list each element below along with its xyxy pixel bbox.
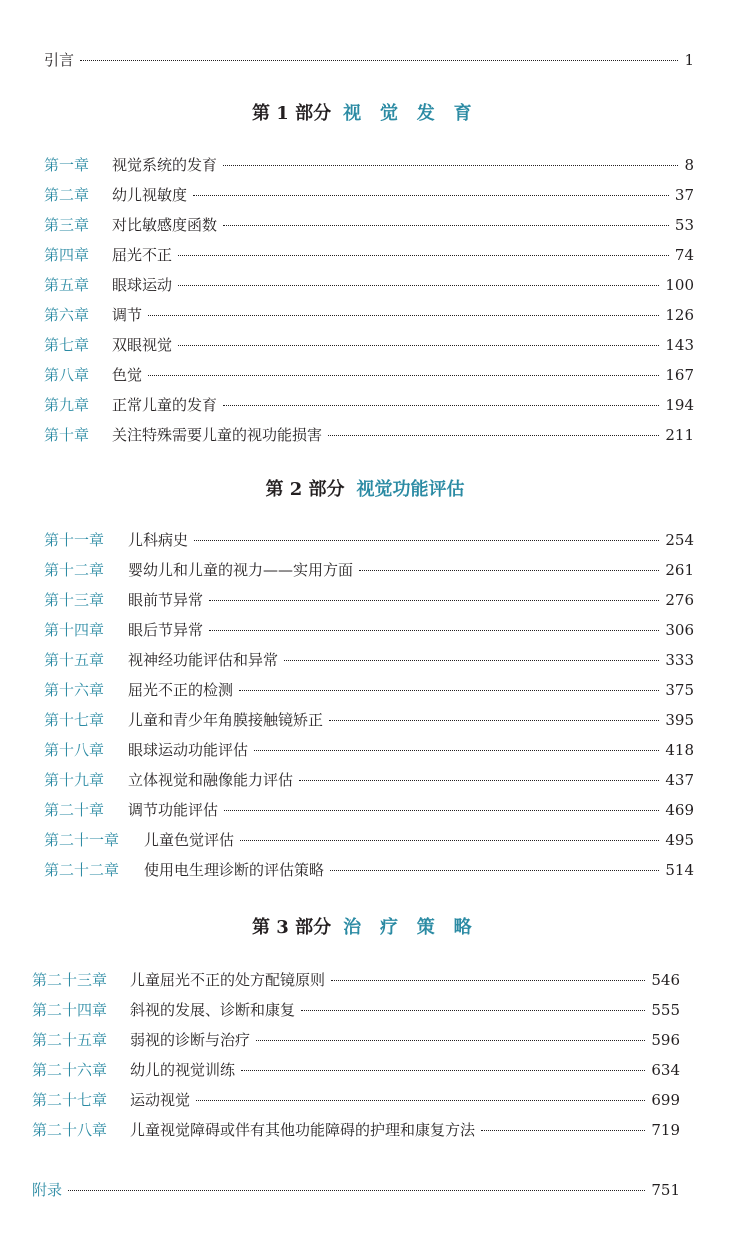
page-number: 375 <box>665 681 694 699</box>
part-number: 第 1 部分 <box>252 103 332 124</box>
leader-dots <box>256 1040 645 1041</box>
part-name: 视 觉 发 育 <box>343 103 478 124</box>
page-number: 514 <box>665 861 694 879</box>
toc-entry-intro[interactable] <box>44 50 694 70</box>
toc-entry[interactable] <box>44 710 694 730</box>
chapter-number: 第八章 <box>44 366 90 384</box>
leader-dots <box>148 375 659 376</box>
chapter-title: 屈光不正 <box>112 246 173 264</box>
leader-dots <box>254 750 659 751</box>
chapter-number: 第二章 <box>44 186 90 204</box>
part-heading-3 <box>0 916 730 940</box>
toc-entry[interactable] <box>44 275 694 295</box>
page-number: 719 <box>651 1121 680 1139</box>
toc-entry[interactable] <box>44 530 694 550</box>
toc-entry[interactable] <box>44 860 694 880</box>
leader-dots <box>481 1130 645 1131</box>
chapter-number: 第二十七章 <box>32 1091 108 1109</box>
leader-dots <box>329 720 659 721</box>
chapter-title: 儿童屈光不正的处方配镜原则 <box>130 971 326 989</box>
leader-dots <box>328 435 659 436</box>
toc-entry[interactable] <box>44 215 694 235</box>
leader-dots <box>331 980 645 981</box>
chapter-title: 弱视的诊断与治疗 <box>130 1031 251 1049</box>
chapter-title: 屈光不正的检测 <box>128 681 234 699</box>
leader-dots <box>209 630 659 631</box>
chapter-title: 儿童视觉障碍或伴有其他功能障碍的护理和康复方法 <box>130 1121 476 1139</box>
chapter-number: 第四章 <box>44 246 90 264</box>
toc-entry-appendix[interactable] <box>32 1180 680 1200</box>
page-number: 634 <box>651 1061 680 1079</box>
chapter-title: 调节功能评估 <box>128 801 219 819</box>
page-number: 751 <box>651 1181 680 1199</box>
chapter-number: 第三章 <box>44 216 90 234</box>
leader-dots <box>240 840 659 841</box>
page-number: 395 <box>665 711 694 729</box>
part-name: 视觉功能评估 <box>356 479 465 500</box>
entry-title: 附录 <box>32 1181 63 1199</box>
leader-dots <box>196 1100 645 1101</box>
chapter-number: 第五章 <box>44 276 90 294</box>
chapter-title: 视神经功能评估和异常 <box>128 651 279 669</box>
toc-entry[interactable] <box>44 680 694 700</box>
leader-dots <box>299 780 659 781</box>
chapter-title: 婴幼儿和儿童的视力——实用方面 <box>128 561 354 579</box>
chapter-title: 斜视的发展、诊断和康复 <box>130 1001 296 1019</box>
chapter-number: 第十七章 <box>44 711 105 729</box>
chapter-number: 第二十章 <box>44 801 105 819</box>
leader-dots <box>224 810 659 811</box>
page-number: 211 <box>665 426 694 444</box>
chapter-number: 第十四章 <box>44 621 105 639</box>
page-number: 437 <box>665 771 694 789</box>
chapter-number: 第二十四章 <box>32 1001 108 1019</box>
part-name: 治 疗 策 略 <box>343 917 478 938</box>
page-number: 546 <box>651 971 680 989</box>
leader-dots <box>194 540 659 541</box>
chapter-title: 眼球运动 <box>112 276 173 294</box>
toc-entry[interactable] <box>44 740 694 760</box>
page-number: 1 <box>684 51 694 69</box>
toc-entry[interactable] <box>32 1060 680 1080</box>
page-number: 306 <box>665 621 694 639</box>
leader-dots <box>359 570 659 571</box>
leader-dots <box>301 1010 645 1011</box>
part-heading-2 <box>0 478 730 502</box>
part-heading-1 <box>0 102 730 126</box>
chapter-number: 第一章 <box>44 156 90 174</box>
chapter-title: 对比敏感度函数 <box>112 216 218 234</box>
leader-dots <box>178 345 659 346</box>
chapter-title: 关注特殊需要儿童的视功能损害 <box>112 426 323 444</box>
entry-title: 引言 <box>44 51 75 69</box>
chapter-title: 色觉 <box>112 366 143 384</box>
toc-entry[interactable] <box>32 1030 680 1050</box>
toc-entry[interactable] <box>44 560 694 580</box>
page-number: 126 <box>665 306 694 324</box>
toc-entry[interactable] <box>44 830 694 850</box>
chapter-title: 使用电生理诊断的评估策略 <box>144 861 325 879</box>
page-number: 74 <box>674 246 694 264</box>
leader-dots <box>68 1190 645 1191</box>
toc-entry[interactable] <box>44 770 694 790</box>
toc-entry[interactable] <box>44 305 694 325</box>
toc-entry[interactable] <box>44 335 694 355</box>
chapter-number: 第十五章 <box>44 651 105 669</box>
chapter-number: 第十八章 <box>44 741 105 759</box>
chapter-title: 儿科病史 <box>128 531 189 549</box>
leader-dots <box>80 60 678 61</box>
toc-entry[interactable] <box>32 1120 680 1140</box>
chapter-title: 正常儿童的发育 <box>112 396 218 414</box>
chapter-number: 第二十一章 <box>44 831 120 849</box>
chapter-title: 运动视觉 <box>130 1091 191 1109</box>
page-number: 143 <box>665 336 694 354</box>
chapter-number: 第二十五章 <box>32 1031 108 1049</box>
page-number: 8 <box>684 156 694 174</box>
chapter-title: 眼前节异常 <box>128 591 204 609</box>
toc-entry[interactable] <box>44 800 694 820</box>
chapter-number: 第六章 <box>44 306 90 324</box>
chapter-number: 第二十六章 <box>32 1061 108 1079</box>
leader-dots <box>223 165 678 166</box>
chapter-title: 幼儿的视觉训练 <box>130 1061 236 1079</box>
page-number: 596 <box>651 1031 680 1049</box>
toc-entry[interactable] <box>44 155 694 175</box>
page-number: 53 <box>674 216 694 234</box>
toc-entry[interactable] <box>44 185 694 205</box>
leader-dots <box>178 285 659 286</box>
page-number: 418 <box>665 741 694 759</box>
leader-dots <box>148 315 659 316</box>
chapter-number: 第七章 <box>44 336 90 354</box>
chapter-number: 第十三章 <box>44 591 105 609</box>
toc-entry[interactable] <box>32 970 680 990</box>
leader-dots <box>330 870 659 871</box>
page-number: 100 <box>665 276 694 294</box>
chapter-title: 调节 <box>112 306 143 324</box>
leader-dots <box>193 195 669 196</box>
chapter-title: 双眼视觉 <box>112 336 173 354</box>
toc-entry[interactable] <box>44 650 694 670</box>
leader-dots <box>223 225 669 226</box>
part-number: 第 2 部分 <box>265 479 345 500</box>
page-number: 254 <box>665 531 694 549</box>
chapter-number: 第十六章 <box>44 681 105 699</box>
chapter-title: 儿童和青少年角膜接触镜矫正 <box>128 711 324 729</box>
toc-entry[interactable] <box>44 245 694 265</box>
leader-dots <box>178 255 669 256</box>
chapter-title: 立体视觉和融像能力评估 <box>128 771 294 789</box>
toc-entry[interactable] <box>44 590 694 610</box>
page-number: 261 <box>665 561 694 579</box>
page-number: 194 <box>665 396 694 414</box>
page-number: 276 <box>665 591 694 609</box>
page-number: 37 <box>674 186 694 204</box>
chapter-number: 第十一章 <box>44 531 105 549</box>
page-number: 333 <box>665 651 694 669</box>
chapter-number: 第十章 <box>44 426 90 444</box>
chapter-title: 眼后节异常 <box>128 621 204 639</box>
toc-entry[interactable] <box>32 1000 680 1020</box>
chapter-number: 第十二章 <box>44 561 105 579</box>
chapter-number: 第二十八章 <box>32 1121 108 1139</box>
chapter-title: 儿童色觉评估 <box>144 831 235 849</box>
page-number: 167 <box>665 366 694 384</box>
part-number: 第 3 部分 <box>252 917 332 938</box>
leader-dots <box>241 1070 645 1071</box>
chapter-number: 第二十三章 <box>32 971 108 989</box>
toc-entry[interactable] <box>32 1090 680 1110</box>
chapter-title: 视觉系统的发育 <box>112 156 218 174</box>
toc-entry[interactable] <box>44 425 694 445</box>
leader-dots <box>223 405 659 406</box>
leader-dots <box>209 600 659 601</box>
chapter-number: 第二十二章 <box>44 861 120 879</box>
chapter-number: 第九章 <box>44 396 90 414</box>
page-number: 469 <box>665 801 694 819</box>
page-number: 495 <box>665 831 694 849</box>
chapter-title: 眼球运动功能评估 <box>128 741 249 759</box>
leader-dots <box>239 690 659 691</box>
toc-entry[interactable] <box>44 365 694 385</box>
chapter-title: 幼儿视敏度 <box>112 186 188 204</box>
leader-dots <box>284 660 659 661</box>
toc-entry[interactable] <box>44 395 694 415</box>
chapter-number: 第十九章 <box>44 771 105 789</box>
page-number: 699 <box>651 1091 680 1109</box>
page-number: 555 <box>651 1001 680 1019</box>
toc-entry[interactable] <box>44 620 694 640</box>
